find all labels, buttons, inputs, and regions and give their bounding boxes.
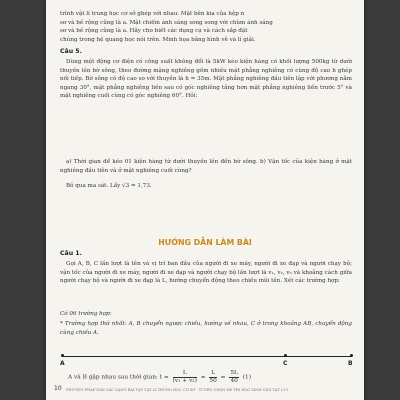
intro-paragraph [60,10,352,44]
case-count-label: Có 06 trường hợp: [60,311,112,317]
intro-line: chúng trong hệ quang học nói trên. Minh họa bằng hình vẽ và lí giải. [60,36,256,43]
point-c-label: C [283,360,288,367]
formula-1-prefix: A và B gặp nhau sau thời gian: t = [68,374,169,381]
point-a-label: A [60,360,65,367]
motion-line [62,356,352,357]
solution-1-heading: Câu 1. [60,250,82,257]
intro-line: sơ và bề rộng cũng là a. Hãy cho biết các dụng cụ và cách sắp đặt [60,28,248,35]
formula-1: A và B gặp nhau sau thời gian: t = $\frac{L}{\text{(v₁ + v₂)}}$ = $\frac{L}{50}$ = $\frac{5L}{40}$ (1) [68,370,251,384]
intro-line: sơ và bề rộng cũng là a. Mặt chiếm ánh sáng song song với chùm ánh sáng [60,19,273,26]
point-b [350,354,353,357]
solution-1-text: Gọi A, B, C lần lượt là tên và vị trí ban đầu của người đi xe máy, người đi xe đạp và người chạy bộ; vận tốc của người đi xe máy, người đi xe đạp và người chạy bộ lần lượt là v₁, v₂, v₃ và khoảng cách giữa người chạy bộ và người đi xe đạp là L, hướng chuyển động theo chiều mũi tên. Xét các trường hợp: [60,261,352,285]
intro-line: trình vật lí trung học cơ sở ghép với nhau. Mặt bên kia của hệp n [60,11,245,17]
question-5-parts: a) Thời gian để kéo 01 kiện hàng từ dưới thuyền lên đến bờ sông. b) Vận tốc của kiện hàng ở mặt nghiêng đầu tiên và ở mặt nghiêng cuối cùng? [60,159,352,174]
point-a [61,354,64,357]
book-page [46,0,364,400]
question-5-note: Bỏ qua ma sát. Lấy √3 = 1,73. [66,183,152,189]
point-c [284,354,287,357]
footer-note: PHƯƠNG PHÁP GIẢI CÁC DẠNG BÀI TẬP VẬT LÍ TRUNG HỌC CƠ SỞ - TUYỂN CHỌN ĐỀ THI HỌC SINH GIỎI VẬT LÍ 9 [66,388,289,392]
fraction: $\frac{5L}{40}$ [230,370,238,384]
solution-title: HƯỚNG DẪN LÀM BÀI [158,238,252,247]
fraction: $\frac{L}{\text{(v₁ + v₂)}}$ [172,370,197,384]
point-b-label: B [348,360,353,367]
fraction: $\frac{L}{50}$ [209,370,217,384]
question-5-text: Dùng một động cơ điện có công suất không đổi là 5kW kéo kiện hàng có khối lượng 500kg từ dưới thuyền lên bờ sông, theo đường mặng nghiêng gồm nhiều mặt phẳng nghiêng có cùng độ cao h ghép nối tiếp. Bờ sông có độ cao so với thuyền là h = 35m. Mặt phẳng nghiêng đầu tiên lập với phương nằm ngang 30°, mặt phẳng nghiêng liền sau có góc nghiêng tăng hơn mặt phẳng nghiêng liền trước 5° và mặt nghiêng cuối cùng có góc nghiêng 60°. Hỏi: [60,59,352,100]
case-1-text: * Trường hợp thứ nhất: A, B chuyển ngược chiều, hướng về nhau, C ở trong khoảng AB, chuyển động cùng chiều A. [60,321,352,336]
question-5-heading: Câu 5. [60,48,82,55]
page-number: 10 [54,385,62,392]
